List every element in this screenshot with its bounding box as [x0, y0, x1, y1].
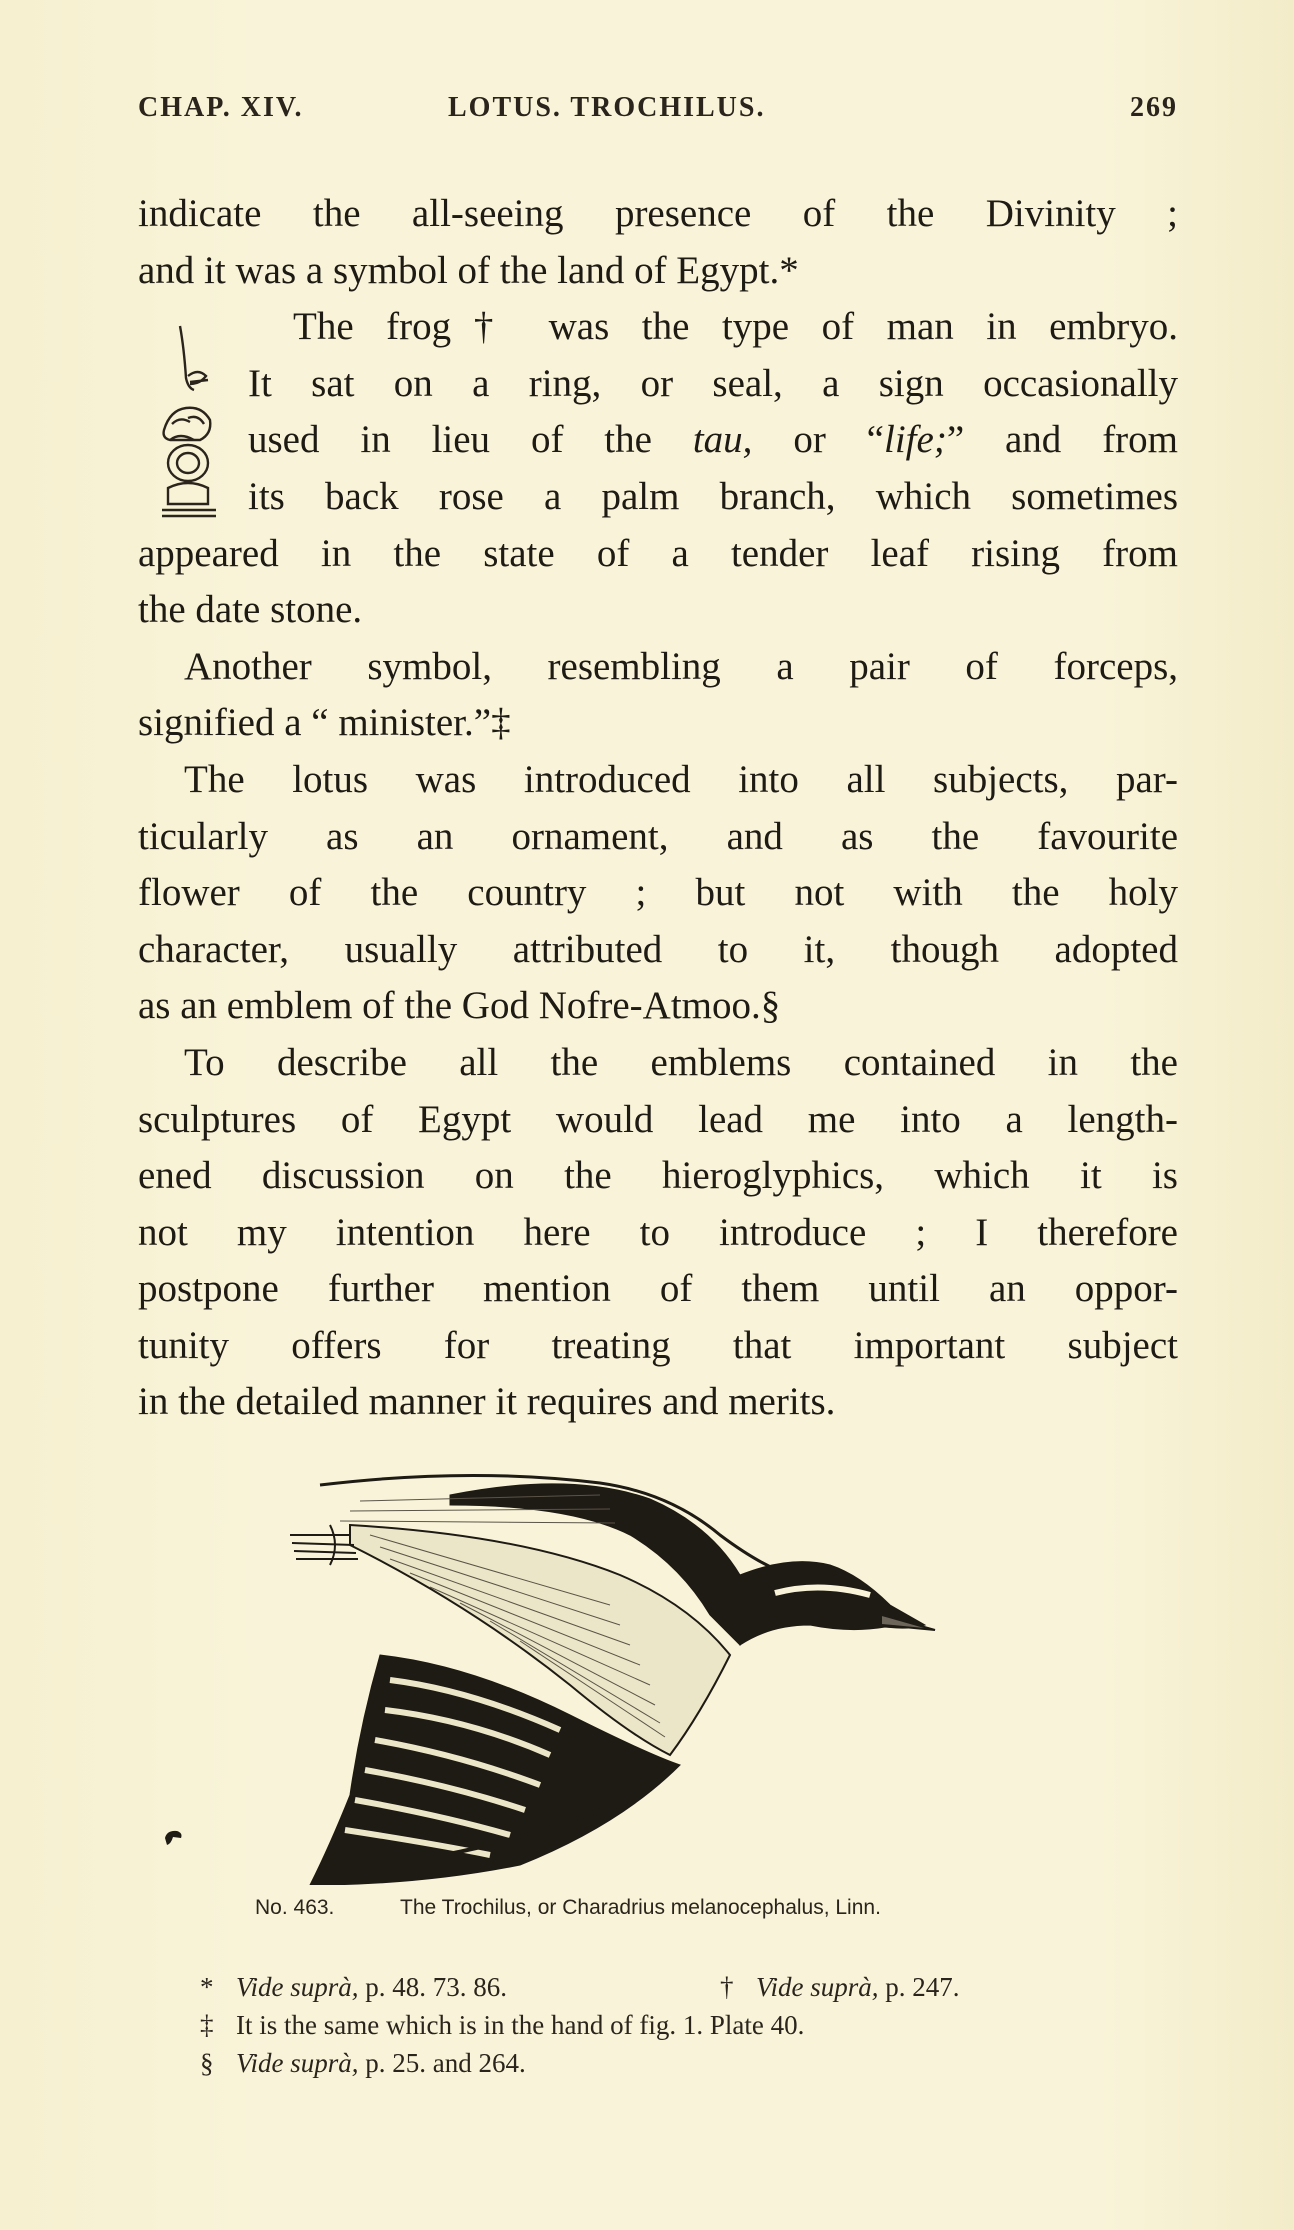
text-span: or “: [752, 418, 884, 462]
text-line: It sat on a ring, or seal, a sign occasionally: [248, 361, 1178, 405]
text-line: postpone further mention of them until an oppor-: [138, 1267, 1178, 1311]
italic-word: tau,: [692, 418, 753, 462]
text-line: flower of the country ; but not with the holy: [138, 871, 1178, 915]
figure-caption: [255, 1896, 1035, 1920]
text-line: ticularly as an ornament, and as the favourite: [138, 814, 1178, 858]
text-line: the date stone.: [138, 588, 363, 632]
text-span: ” and from: [946, 418, 1178, 462]
text-line: The frog† was the type of man in embryo.: [293, 305, 1178, 349]
footnote-mark: *: [200, 1972, 214, 2002]
text-line: The lotus was introduced into all subjects, par-: [184, 757, 1178, 801]
body-text: [138, 186, 1178, 1431]
text-line: not my intention here to introduce ; I therefore: [138, 1210, 1178, 1254]
italic-word: life;: [884, 418, 947, 462]
footnote-row: [200, 1968, 1100, 2006]
footnote-pages: p. 25. and 264.: [358, 2048, 526, 2078]
stone-ornament-icon: [163, 1828, 185, 1848]
text-span: used in lieu of the: [248, 418, 693, 462]
footnote-row: [200, 2006, 1100, 2044]
text-line: in the detailed manner it requires and merits.: [138, 1380, 836, 1424]
text-line: To describe all the emblems contained in the: [184, 1040, 1178, 1084]
footnote-ref: Vide suprà,: [756, 1972, 879, 2002]
text-line: as an emblem of the God Nofre-Atmoo.§: [138, 984, 781, 1028]
text-line: and it was a symbol of the land of Egypt.*: [138, 248, 799, 292]
footnote-item: [720, 1968, 960, 2006]
running-title: LOTUS. TROCHILUS.: [448, 92, 766, 123]
text-line: its back rose a palm branch, which sometimes: [248, 474, 1178, 518]
footnote-pages: p. 48. 73. 86.: [358, 1972, 507, 2002]
text-line: signified a “ minister.”‡: [138, 701, 511, 745]
figure-number: No. 463.: [255, 1896, 335, 1919]
footnotes: [200, 1968, 1100, 2082]
text-line: Another symbol, resembling a pair of forceps,: [184, 644, 1178, 688]
running-head: [138, 92, 1178, 138]
text-line: tunity offers for treating that important subject: [138, 1323, 1178, 1367]
text-line: appeared in the state of a tender leaf rising from: [138, 531, 1178, 575]
caption-text: The Trochilus, or Charadrius melanocephalus, Linn.: [400, 1896, 881, 1919]
trochilus-bird-engraving: [270, 1465, 990, 1885]
footnote-mark: †: [720, 1972, 734, 2002]
footnote-pages: p. 247.: [878, 1972, 960, 2002]
footnote-ref: Vide suprà,: [236, 2048, 359, 2078]
text-line: character, usually attributed to it, though adopted: [138, 927, 1178, 971]
footnote-ref: Vide suprà,: [236, 1972, 359, 2002]
footnote-row: [200, 2044, 1100, 2082]
footnote-text: It is the same which is in the hand of fig. 1. Plate 40.: [236, 2010, 805, 2040]
text-line: indicate the all-seeing presence of the Divinity ;: [138, 192, 1178, 235]
text-line: ened discussion on the hieroglyphics, which it is: [138, 1154, 1178, 1198]
footnote-mark: §: [200, 2048, 214, 2078]
text-line: sculptures of Egypt would lead me into a length-: [138, 1097, 1178, 1141]
text-line: [138, 412, 1178, 469]
chapter-label: CHAP. XIV.: [138, 92, 304, 123]
page-number: 269: [1130, 92, 1178, 123]
footnote-mark: ‡: [200, 2010, 214, 2040]
